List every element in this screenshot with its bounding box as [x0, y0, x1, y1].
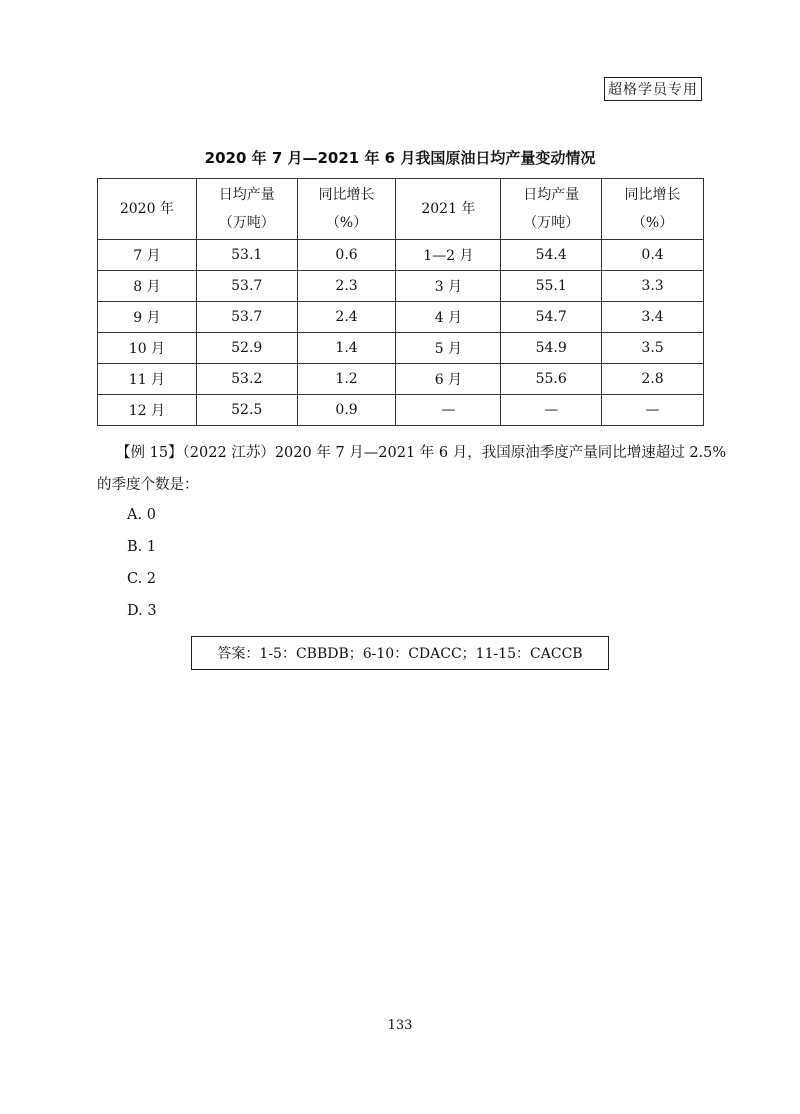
header-cell: 2021 年 — [396, 179, 501, 240]
table-cell: 53.2 — [196, 364, 297, 395]
header-cell: 2020 年 — [98, 179, 197, 240]
table-cell: 54.4 — [501, 240, 602, 271]
page-number: 133 — [387, 1018, 413, 1033]
table-header-row — [98, 179, 704, 240]
table-cell: — — [602, 395, 704, 426]
table-cell: 10 月 — [98, 333, 197, 364]
table-cell: 8 月 — [98, 271, 197, 302]
table-cell: 53.7 — [196, 271, 297, 302]
table-cell: 0.6 — [297, 240, 396, 271]
table-cell: 5 月 — [396, 333, 501, 364]
table-cell: 0.4 — [602, 240, 704, 271]
table-cell: 55.6 — [501, 364, 602, 395]
table-row — [98, 395, 704, 426]
question-stem-line-2: 的季度个数是： — [97, 477, 199, 493]
option-a: A. 0 — [127, 507, 156, 523]
table-cell: 2.8 — [602, 364, 704, 395]
header-cell: 日均产量 （万吨） — [196, 179, 297, 240]
table-cell: 4 月 — [396, 302, 501, 333]
table-cell: 0.9 — [297, 395, 396, 426]
table-cell: 52.9 — [196, 333, 297, 364]
table-cell: 54.7 — [501, 302, 602, 333]
table-cell: 1.2 — [297, 364, 396, 395]
table-cell: — — [396, 395, 501, 426]
table-title: 2020 年 7 月—2021 年 6 月我国原油日均产量变动情况 — [204, 149, 596, 167]
table-cell: 9 月 — [98, 302, 197, 333]
oil-production-table — [97, 178, 704, 426]
table-cell: 54.9 — [501, 333, 602, 364]
student-only-badge: 超格学员专用 — [604, 77, 702, 101]
table-cell: 2.3 — [297, 271, 396, 302]
table-cell: 12 月 — [98, 395, 197, 426]
option-b: B. 1 — [127, 539, 157, 555]
table-cell: 6 月 — [396, 364, 501, 395]
table-cell: 3.5 — [602, 333, 704, 364]
table-row — [98, 240, 704, 271]
header-cell: 同比增长 （%） — [602, 179, 704, 240]
answer-key-box — [191, 636, 609, 670]
header-cell: 日均产量 （万吨） — [501, 179, 602, 240]
table-cell: 1—2 月 — [396, 240, 501, 271]
table-cell: 11 月 — [98, 364, 197, 395]
table-row — [98, 333, 704, 364]
table-cell: 3.4 — [602, 302, 704, 333]
table-cell: 1.4 — [297, 333, 396, 364]
header-cell: 同比增长 （%） — [297, 179, 396, 240]
option-c: C. 2 — [127, 571, 157, 587]
table-cell: 2.4 — [297, 302, 396, 333]
table-row — [98, 364, 704, 395]
table-cell: — — [501, 395, 602, 426]
option-d: D. 3 — [127, 603, 157, 619]
answer-key-text: 答案：1-5：CBBDB；6-10：CDACC；11-15：CACCB — [217, 646, 583, 662]
table-row — [98, 271, 704, 302]
table-cell: 3.3 — [602, 271, 704, 302]
table-cell: 52.5 — [196, 395, 297, 426]
table-cell: 55.1 — [501, 271, 602, 302]
table-row — [98, 302, 704, 333]
table-cell: 7 月 — [98, 240, 197, 271]
table-cell: 53.7 — [196, 302, 297, 333]
table-cell: 3 月 — [396, 271, 501, 302]
question-stem-line-1: 【例 15】（2022 江苏）2020 年 7 月—2021 年 6 月，我国原油季度产量同比增速超过 2.5% — [116, 445, 727, 461]
table-cell: 53.1 — [196, 240, 297, 271]
